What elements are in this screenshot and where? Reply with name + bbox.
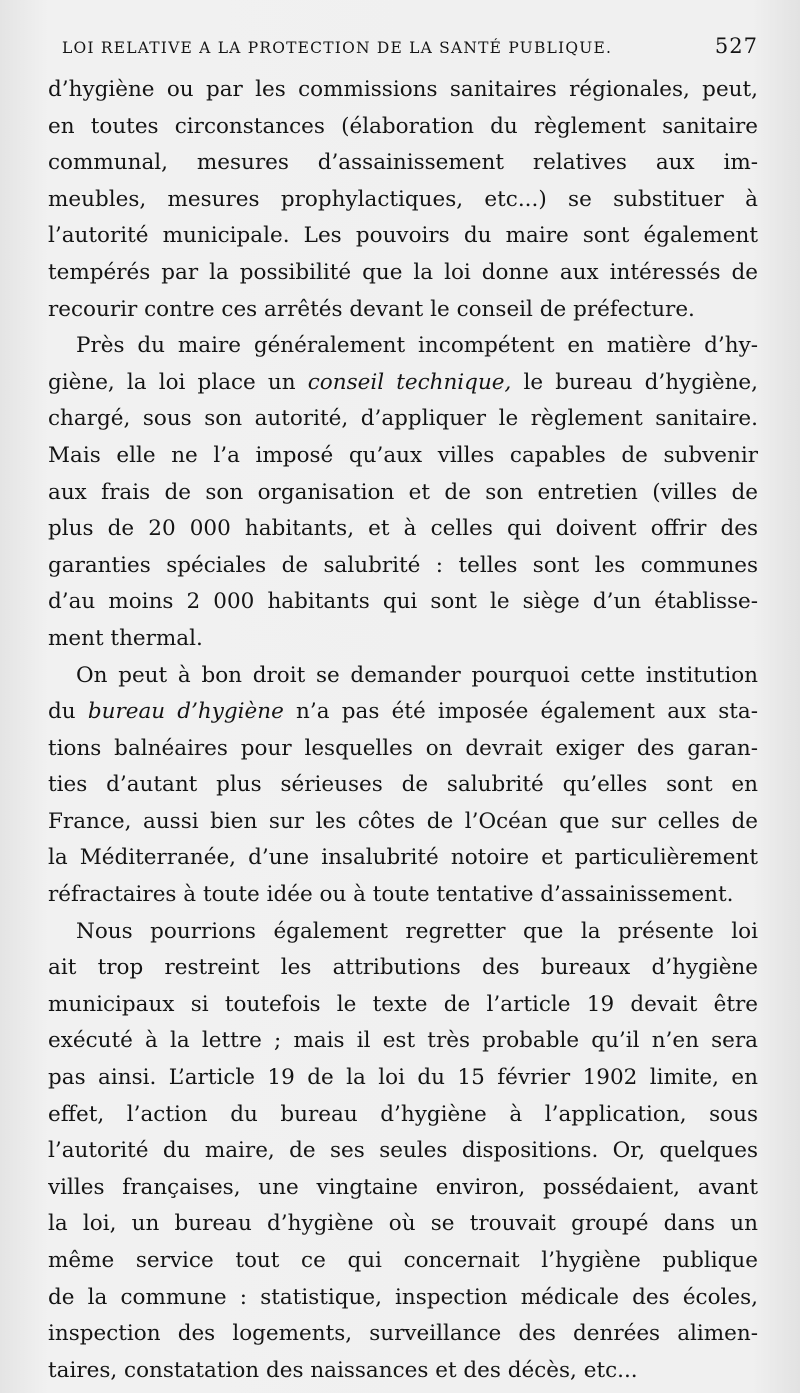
text-line: taires, constatation des naissances et des décès, etc...: [48, 1357, 638, 1383]
page-number: 527: [714, 34, 758, 58]
text-line: ait trop restreint les attributions des bureaux d’hygiène: [48, 955, 758, 981]
text-line: plus de 20 000 habitants, et à celles qui doivent offrir des: [48, 516, 758, 542]
text-line: l’autorité du maire, de ses seules dispositions. Or, quelques: [48, 1138, 758, 1164]
text-line: On peut à bon droit se demander pourquoi cette institution: [76, 662, 758, 688]
text-line: tions balnéaires pour lesquelles on devrait exiger des garan-: [48, 735, 758, 761]
text-line: municipaux si toutefois le texte de l’article 19 devait être: [48, 991, 758, 1017]
text-line: meubles, mesures prophylactiques, etc...) se substituer à: [48, 186, 758, 212]
text-line: communal, mesures d’assainissement relatives aux im-: [48, 150, 758, 176]
text-line: aux frais de son organisation et de son entretien (villes de: [48, 479, 758, 505]
text-line: la Méditerranée, d’une insalubrité notoire et particulièrement: [48, 845, 758, 871]
text-line: l’autorité municipale. Les pouvoirs du maire sont également: [48, 223, 758, 249]
text-line: garanties spéciales de salubrité : telles sont les communes: [48, 552, 758, 578]
text-line: réfractaires à toute idée ou à toute tentative d’assainissement.: [48, 882, 734, 908]
text-segment: le bureau d’hygiène,: [511, 369, 758, 395]
text-line: [48, 694, 758, 731]
text-line: même service tout ce qui concernait l’hygiène publique: [48, 1248, 758, 1273]
text-line: inspection des logements, surveillance des denrées alimen-: [48, 1321, 758, 1347]
text-line: ties d’autant plus sérieuses de salubrité qu’elles sont en: [48, 772, 758, 798]
italic-emphasis: bureau d’hygiène: [87, 699, 284, 725]
text-line: en toutes circonstances (élaboration du règlement sanitaire: [48, 113, 758, 139]
running-title: LOI RELATIVE A LA PROTECTION DE LA SANTÉ PUBLIQUE.: [62, 39, 613, 57]
text-line: d’hygiène ou par les commissions sanitaires régionales, peut,: [48, 77, 758, 102]
page-header: [62, 34, 758, 60]
text-line: d’au moins 2 000 habitants qui sont le siège d’un établisse-: [48, 589, 758, 615]
text-line: villes françaises, une vingtaine environ, possédaient, avant: [48, 1174, 758, 1200]
text-line: tempérés par la possibilité que la loi donne aux intéressés de: [48, 259, 758, 285]
italic-emphasis: conseil technique,: [307, 369, 512, 395]
text-line: chargé, sous son autorité, d’appliquer le règlement sanitaire.: [48, 406, 758, 432]
text-segment: n’a pas été imposée également aux sta-: [283, 699, 758, 725]
text-line: Mais elle ne l’a imposé qu’aux villes capables de subvenir: [48, 442, 758, 468]
text-line: pas ainsi. L’article 19 de la loi du 15 février 1902 limite, en: [48, 1065, 758, 1091]
text-line: effet, l’action du bureau d’hygiène à l’application, sous: [48, 1101, 758, 1127]
text-line: France, aussi bien sur les côtes de l’Océan que sur celles de: [48, 808, 758, 834]
text-segment: giène, la loi place un: [48, 369, 308, 395]
text-line: Nous pourrions également regretter que la présente loi: [76, 918, 758, 944]
text-line: [48, 365, 758, 402]
text-line: la loi, un bureau d’hygiène où se trouvait groupé dans un: [48, 1211, 758, 1237]
text-line: ment thermal.: [48, 625, 203, 651]
text-line: Près du maire généralement incompétent en matière d’hy-: [76, 333, 758, 359]
text-line: de la commune : statistique, inspection médicale des écoles,: [48, 1284, 758, 1310]
text-segment: du: [48, 699, 88, 725]
text-line: recourir contre ces arrêtés devant le conseil de préfecture.: [48, 296, 695, 322]
body-text: [48, 72, 758, 1389]
text-line: exécuté à la lettre ; mais il est très probable qu’il n’en sera: [48, 1028, 758, 1054]
